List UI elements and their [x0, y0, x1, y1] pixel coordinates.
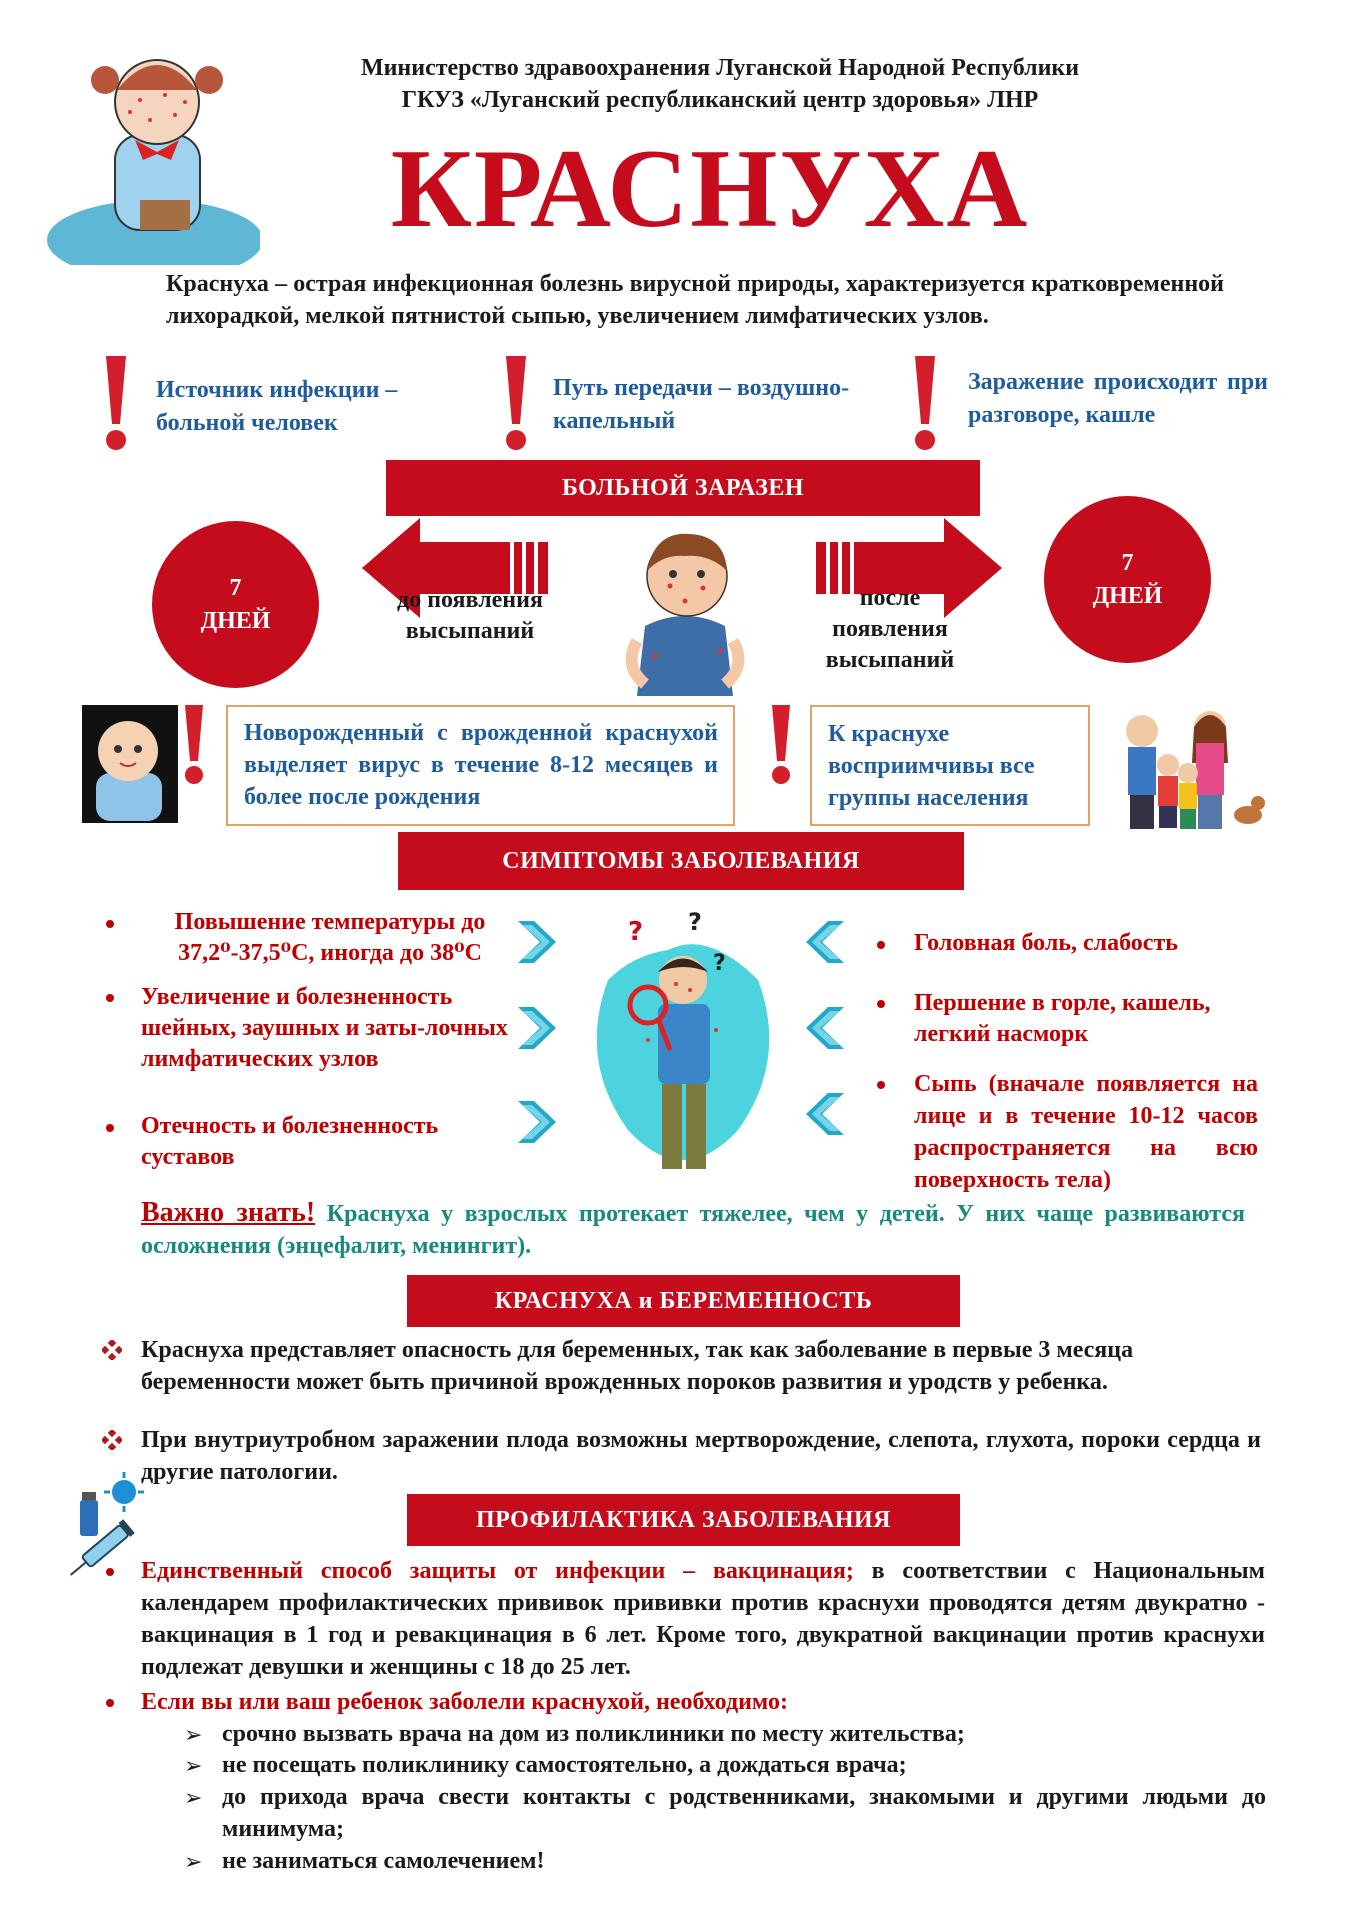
exclamation-icon — [503, 356, 529, 452]
days-after-circle — [1044, 496, 1211, 663]
chevron-left-icon — [800, 1003, 850, 1058]
family-illustration — [1112, 703, 1267, 831]
bullet-dot — [877, 1081, 885, 1089]
bullet-dot — [877, 941, 885, 949]
symptoms-boy-illustration — [588, 900, 778, 1192]
chevron-left-icon — [800, 917, 850, 972]
step-limit-contacts: до прихода врача свести контакты с родственниками, знакомыми и другими людьми до минимума; — [222, 1784, 1266, 1842]
symptom-rash: Сыпь (вначале появляется на лице и в течение 10-12 часов распространяется на всю поверхность тела) — [914, 1071, 1258, 1193]
prevention-item-2: Если вы или ваш ребенок заболели краснухой, необходимо: — [141, 1689, 788, 1715]
symptom-lymph-nodes: Увеличение и болезненность шейных, заушных и заты-лочных лимфатических узлов — [141, 984, 508, 1072]
arrow-bullet-icon: ➢ — [184, 1753, 203, 1778]
contagious-banner: БОЛЬНОЙ ЗАРАЗЕН — [386, 460, 980, 516]
svg-text:?: ? — [628, 917, 644, 947]
days-before-number: 7 — [229, 575, 242, 602]
prevention-vaccination-details: в соответствии с Национальным календарем профилактических прививок прививки против краснухи проводятся детям двукратно - вакцинация в 1 год и ревакцинация в 6 лет. Кроме того, двукратной вакцинации против краснухи подлежат девушки и женщины с 18 до 25 лет. — [141, 1558, 1265, 1680]
vaccine-syringe-icon — [62, 1470, 152, 1580]
baby-illustration — [82, 705, 178, 823]
svg-text:?: ? — [688, 908, 702, 936]
important-label: Важно знать! — [141, 1197, 316, 1228]
symptom-fever: Повышение температуры до 37,2⁰-37,5⁰С, иногда до 38⁰С — [174, 909, 486, 966]
important-note — [141, 1197, 1245, 1262]
chevron-right-icon — [512, 917, 562, 972]
arrow-bullet-icon: ➢ — [184, 1722, 203, 1747]
bullet-dot — [877, 1000, 885, 1008]
arrow-bullet-icon: ➢ — [184, 1785, 203, 1810]
symptom-joints: Отечность и болезненность суставов — [141, 1113, 439, 1170]
fact-infection: Заражение происходит при разговоре, кашле — [968, 369, 1268, 428]
newborn-note: Новорожденный с врожденной краснухой выделяет вирус в течение 8-12 месяцев и более после рождения — [244, 720, 718, 810]
sick-girl-illustration — [45, 40, 260, 265]
center-name: ГКУЗ «Луганский республиканский центр здоровья» ЛНР — [401, 87, 1039, 113]
pregnancy-item-1: Краснуха представляет опасность для беременных, так как заболевание в первые 3 месяца беременности может быть причиной врожденных пороков развития и уродств у ребенка. — [141, 1337, 1134, 1395]
symptom-headache: Головная боль, слабость — [914, 930, 1178, 956]
symptom-throat: Першение в горле, кашель, легкий насморк — [914, 990, 1211, 1047]
page-title: КРАСНУХА — [390, 127, 1030, 251]
exclamation-icon — [912, 356, 938, 452]
prevention-vaccination-lead: Единственный способ защиты от инфекции – вакцинация; — [141, 1558, 854, 1584]
days-before-label: до появления высыпаний — [397, 587, 543, 644]
step-no-self-treatment: не заниматься самолечением! — [222, 1848, 545, 1874]
arrow-bullet-icon: ➢ — [184, 1849, 203, 1874]
chevron-right-icon — [512, 1097, 562, 1152]
bullet-dot — [106, 1568, 114, 1576]
important-text: Краснуха у взрослых протекает тяжелее, чем у детей. У них чаще развиваются осложнения (энцефалит, менингит). — [141, 1201, 1246, 1259]
definition-text: Краснуха – острая инфекционная болезнь вирусной природы, характеризуется кратковременной лихорадкой, мелкой пятнистой сыпью, увеличением лимфатических узлов. — [166, 271, 1224, 329]
days-before-word: ДНЕЙ — [200, 607, 271, 634]
prevention-item-1 — [141, 1555, 1265, 1683]
bullet-dot — [106, 920, 114, 928]
sick-boy-illustration — [615, 516, 755, 696]
ministry-name: Министерство здравоохранения Луганской Народной Республики — [360, 55, 1080, 81]
days-after-number: 7 — [1121, 550, 1134, 577]
exclamation-icon — [770, 705, 792, 785]
days-after-label: после появления высыпаний — [825, 585, 955, 673]
bullet-dot — [106, 1699, 114, 1707]
exclamation-icon — [183, 705, 205, 785]
bullet-dot — [106, 994, 114, 1002]
prevention-banner: ПРОФИЛАКТИКА ЗАБОЛЕВАНИЯ — [407, 1494, 960, 1546]
exclamation-icon — [103, 356, 129, 452]
chevron-left-icon — [800, 1089, 850, 1144]
days-after-word: ДНЕЙ — [1092, 582, 1163, 609]
diamond-bullet-icon — [102, 1340, 122, 1365]
pregnancy-banner: КРАСНУХА и БЕРЕМЕННОСТЬ — [407, 1275, 960, 1327]
step-stay-home: не посещать поликлинику самостоятельно, а дождаться врача; — [222, 1752, 907, 1778]
svg-text:?: ? — [713, 951, 726, 976]
chevron-right-icon — [512, 1003, 562, 1058]
diamond-bullet-icon — [102, 1430, 122, 1455]
symptoms-banner: СИМПТОМЫ ЗАБОЛЕВАНИЯ — [398, 832, 964, 890]
step-call-doctor: срочно вызвать врача на дом из поликлиники по месту жительства; — [222, 1721, 965, 1747]
fact-source: Источник инфекции – больной человек — [156, 377, 398, 436]
pregnancy-item-2: При внутриутробном заражении плода возможны мертворождение, слепота, глухота, пороки сердца и другие патологии. — [141, 1427, 1261, 1485]
population-note: К краснухе восприимчивы все группы населения — [828, 721, 1035, 811]
bullet-dot — [106, 1124, 114, 1132]
fact-transmission: Путь передачи – воздушно-капельный — [553, 375, 850, 434]
days-before-circle — [152, 521, 319, 688]
